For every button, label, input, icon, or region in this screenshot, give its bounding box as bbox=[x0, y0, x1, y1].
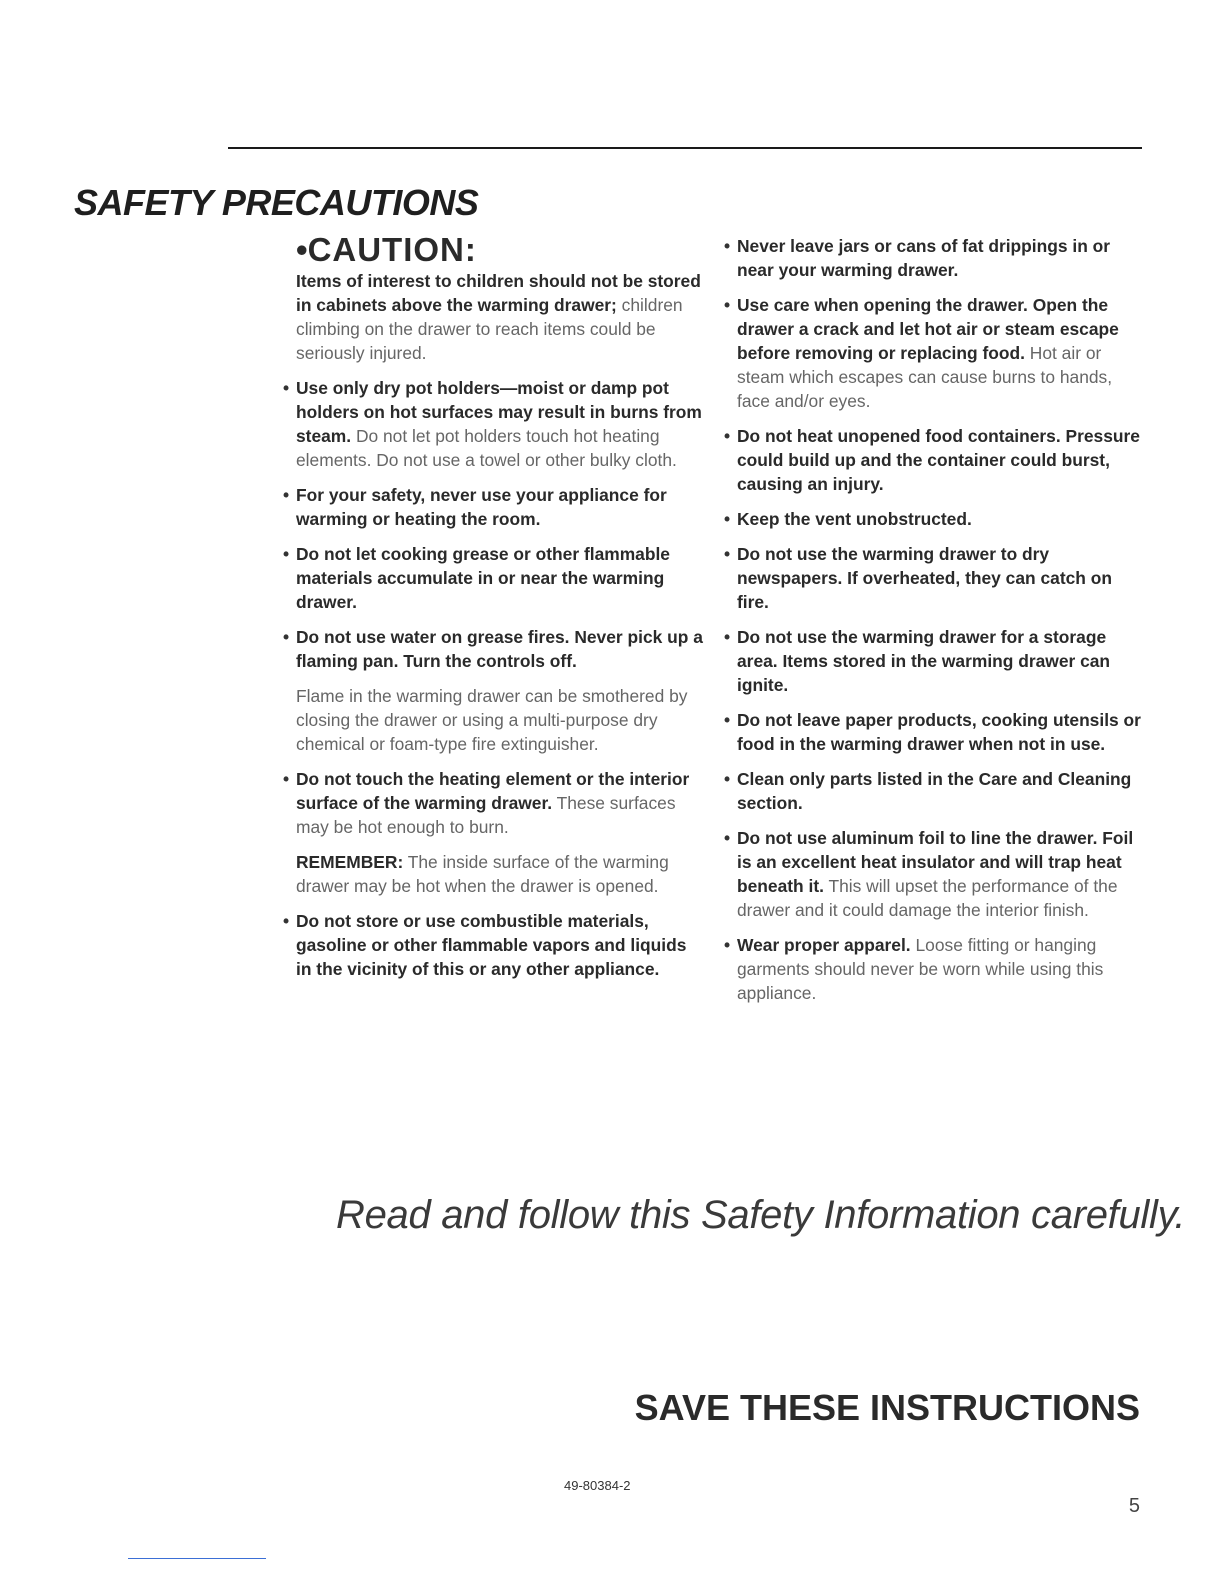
item-normal-text: These surfaces may be hot enough to burn. bbox=[296, 793, 676, 837]
caution-bold-text: Items of interest to children should not be stored in cabinets above the warming drawer; bbox=[296, 271, 701, 315]
save-instructions-notice: SAVE THESE INSTRUCTIONS bbox=[634, 1387, 1140, 1428]
item-bold-text: Do not heat unopened food containers. Pressure could build up and the container could burst, causing an injury. bbox=[737, 426, 1140, 494]
item-bold-text: Never leave jars or cans of fat drippings in or near your warming drawer. bbox=[737, 236, 1111, 280]
bullet: • bbox=[283, 485, 290, 505]
bullet: • bbox=[724, 710, 731, 730]
bullet: • bbox=[724, 544, 731, 564]
remember-note bbox=[283, 850, 703, 898]
remember-text: The inside surface of the warming drawer may be hot when the drawer is opened. bbox=[296, 852, 669, 896]
list-item bbox=[724, 933, 1144, 1005]
bullet: • bbox=[724, 828, 731, 848]
page-number: 5 bbox=[1128, 1495, 1140, 1517]
caution-item bbox=[283, 232, 703, 365]
caution-heading-line bbox=[296, 232, 703, 273]
list-item bbox=[724, 767, 1144, 815]
list-item bbox=[283, 376, 703, 472]
list-item bbox=[724, 708, 1144, 756]
item-bold-text: Do not store or use combustible materials, gasoline or other flammable vapors and liquids in the vicinity of this or any other appliance. bbox=[296, 911, 687, 979]
right-column bbox=[724, 234, 1144, 1016]
item-normal-text: Do not let pot holders touch hot heating elements. Do not use a towel or other bulky cloth. bbox=[296, 426, 677, 470]
item-bold-text: Do not use water on grease fires. Never pick up a flaming pan. Turn the controls off. bbox=[296, 627, 703, 671]
flame-note: Flame in the warming drawer can be smothered by closing the drawer or using a multi-purpose dry chemical or foam-type fire extinguisher. bbox=[296, 686, 688, 754]
caution-normal-text: children climbing on the drawer to reach items could be seriously injured. bbox=[296, 295, 683, 363]
list-item bbox=[724, 826, 1144, 922]
bullet: • bbox=[724, 769, 731, 789]
list-item bbox=[724, 234, 1144, 282]
bullet: • bbox=[283, 544, 290, 564]
page-heading: SAFETY PRECAUTIONS bbox=[74, 182, 479, 223]
bullet: • bbox=[296, 231, 308, 268]
bullet: • bbox=[724, 295, 731, 315]
list-item bbox=[283, 625, 703, 673]
list-item bbox=[724, 507, 1144, 531]
item-normal-text: This will upset the performance of the drawer and it could damage the interior finish. bbox=[737, 876, 1118, 920]
item-bold-text: Use care when opening the drawer. Open the drawer a crack and let hot air or steam escape before removing or replacing food. bbox=[737, 295, 1119, 363]
bullet: • bbox=[283, 378, 290, 398]
bullet: • bbox=[283, 769, 290, 789]
item-normal-text: Hot air or steam which escapes can cause burns to hands, face and/or eyes. bbox=[737, 343, 1113, 411]
footer-link-underline bbox=[128, 1558, 266, 1559]
item-normal-text: Loose fitting or hanging garments should never be worn while using this appliance. bbox=[737, 935, 1104, 1003]
item-bold-text: Wear proper apparel. bbox=[737, 935, 911, 955]
list-item bbox=[724, 293, 1144, 413]
item-bold-text: Do not let cooking grease or other flammable materials accumulate in or near the warming drawer. bbox=[296, 544, 670, 612]
item-bold-text: Do not leave paper products, cooking utensils or food in the warming drawer when not in use. bbox=[737, 710, 1141, 754]
list-item bbox=[724, 625, 1144, 697]
bullet: • bbox=[724, 627, 731, 647]
top-divider bbox=[228, 147, 1142, 149]
list-item bbox=[283, 483, 703, 531]
bullet: • bbox=[724, 236, 731, 256]
list-item bbox=[283, 909, 703, 981]
bullet: • bbox=[724, 426, 731, 446]
item-bold-text: Use only dry pot holders—moist or damp pot holders on hot surfaces may result in burns from steam. bbox=[296, 378, 702, 446]
bullet: • bbox=[283, 627, 290, 647]
item-bold-text: Do not use the warming drawer for a storage area. Items stored in the warming drawer can ignite. bbox=[737, 627, 1111, 695]
list-item bbox=[283, 767, 703, 839]
bullet: • bbox=[283, 911, 290, 931]
caution-label: CAUTION: bbox=[307, 231, 477, 268]
item-bold-text: Do not use aluminum foil to line the drawer. Foil is an excellent heat insulator and will trap heat beneath it. bbox=[737, 828, 1134, 896]
remember-label: REMEMBER: bbox=[296, 852, 404, 872]
bullet: • bbox=[724, 935, 731, 955]
item-bold-text: Clean only parts listed in the Care and Cleaning section. bbox=[737, 769, 1132, 813]
list-item bbox=[724, 424, 1144, 496]
safety-tagline: Read and follow this Safety Information carefully. bbox=[336, 1193, 1186, 1237]
item-bold-text: Keep the vent unobstructed. bbox=[737, 509, 972, 529]
bullet: • bbox=[724, 509, 731, 529]
item-bold-text: For your safety, never use your appliance for warming or heating the room. bbox=[296, 485, 667, 529]
item-bold-text: Do not touch the heating element or the interior surface of the warming drawer. bbox=[296, 769, 690, 813]
item-bold-text: Do not use the warming drawer to dry newspapers. If overheated, they can catch on fire. bbox=[737, 544, 1112, 612]
list-item bbox=[283, 542, 703, 614]
left-column bbox=[283, 232, 703, 992]
list-item bbox=[724, 542, 1144, 614]
document-number: 49-80384-2 bbox=[564, 1478, 631, 1493]
